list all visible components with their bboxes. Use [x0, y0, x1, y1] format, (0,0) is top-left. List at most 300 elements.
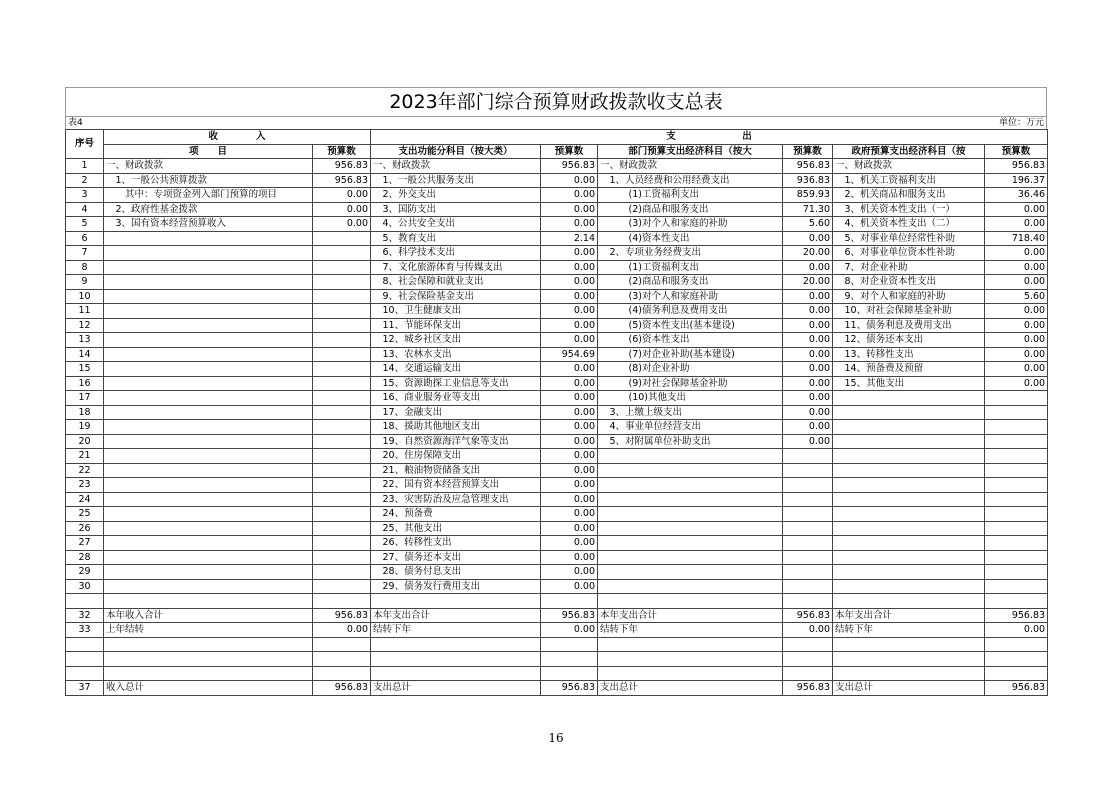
header-func-subject: 支出功能分科目（按大类）	[371, 144, 541, 159]
table-row	[66, 681, 1048, 696]
func-budget-cell: 956.83	[541, 159, 598, 174]
gov-budget-cell	[985, 579, 1048, 594]
dept-subject-cell: (4)资本性支出	[598, 231, 783, 246]
table-row	[66, 608, 1048, 623]
dept-budget-cell: 0.00	[783, 347, 833, 362]
dept-subject-cell: (8)对企业补助	[598, 362, 783, 377]
gov-budget-cell: 0.00	[985, 275, 1048, 290]
func-subject-cell: 21、粮油物资储备支出	[371, 463, 541, 478]
income-item-cell	[104, 246, 313, 261]
seq-cell: 30	[66, 579, 104, 594]
dept-budget-cell	[783, 637, 833, 652]
seq-cell: 13	[66, 333, 104, 348]
gov-budget-cell: 0.00	[985, 304, 1048, 319]
gov-budget-cell: 0.00	[985, 333, 1048, 348]
seq-cell: 20	[66, 434, 104, 449]
seq-cell: 15	[66, 362, 104, 377]
income-item-cell	[104, 565, 313, 580]
gov-subject-cell	[833, 420, 985, 435]
income-budget-cell	[313, 536, 371, 551]
header-expense: 支 出	[371, 130, 1048, 145]
dept-subject-cell	[598, 666, 783, 681]
func-subject-cell: 28、债务付息支出	[371, 565, 541, 580]
seq-cell: 27	[66, 536, 104, 551]
gov-subject-cell: 14、预备费及预留	[833, 362, 985, 377]
seq-cell: 32	[66, 608, 104, 623]
dept-subject-cell	[598, 565, 783, 580]
dept-budget-cell: 0.00	[783, 231, 833, 246]
table-row	[66, 376, 1048, 391]
seq-cell: 6	[66, 231, 104, 246]
dept-subject-cell: 1、人员经费和公用经费支出	[598, 173, 783, 188]
seq-cell: 28	[66, 550, 104, 565]
income-item-cell	[104, 434, 313, 449]
dept-budget-cell: 0.00	[783, 318, 833, 333]
seq-cell: 12	[66, 318, 104, 333]
header-budget-dept: 预算数	[783, 144, 833, 159]
gov-budget-cell: 0.00	[985, 260, 1048, 275]
income-budget-cell	[313, 666, 371, 681]
gov-subject-cell	[833, 405, 985, 420]
gov-subject-cell	[833, 550, 985, 565]
seq-cell: 17	[66, 391, 104, 406]
dept-budget-cell: 956.83	[783, 159, 833, 174]
func-budget-cell: 0.00	[541, 318, 598, 333]
income-budget-cell	[313, 289, 371, 304]
income-item-cell	[104, 304, 313, 319]
income-budget-cell	[313, 260, 371, 275]
dept-budget-cell: 0.00	[783, 405, 833, 420]
func-subject-cell: 13、农林水支出	[371, 347, 541, 362]
seq-cell: 23	[66, 478, 104, 493]
income-budget-cell	[313, 304, 371, 319]
dept-budget-cell	[783, 521, 833, 536]
dept-budget-cell: 956.83	[783, 608, 833, 623]
header-budget-gov: 预算数	[985, 144, 1048, 159]
dept-budget-cell	[783, 666, 833, 681]
dept-subject-cell: (4)债务利息及费用支出	[598, 304, 783, 319]
func-subject-cell: 本年支出合计	[371, 608, 541, 623]
seq-cell: 10	[66, 289, 104, 304]
dept-subject-cell	[598, 507, 783, 522]
gov-subject-cell: 11、债务利息及费用支出	[833, 318, 985, 333]
gov-subject-cell: 15、其他支出	[833, 376, 985, 391]
income-budget-cell	[313, 565, 371, 580]
dept-budget-cell: 0.00	[783, 623, 833, 638]
dept-subject-cell	[598, 521, 783, 536]
gov-budget-cell	[985, 594, 1048, 609]
gov-subject-cell: 本年支出合计	[833, 608, 985, 623]
func-subject-cell: 14、交通运输支出	[371, 362, 541, 377]
income-budget-cell	[313, 231, 371, 246]
dept-subject-cell: (6)资本性支出	[598, 333, 783, 348]
func-budget-cell: 0.00	[541, 333, 598, 348]
gov-budget-cell: 196.37	[985, 173, 1048, 188]
table-row	[66, 550, 1048, 565]
gov-budget-cell: 956.83	[985, 608, 1048, 623]
income-item-cell	[104, 550, 313, 565]
func-subject-cell: 16、商业服务业等支出	[371, 391, 541, 406]
dept-subject-cell: (1)工资福利支出	[598, 260, 783, 275]
func-budget-cell: 0.00	[541, 579, 598, 594]
dept-budget-cell	[783, 492, 833, 507]
func-subject-cell: 15、资源勘探工业信息等支出	[371, 376, 541, 391]
gov-subject-cell: 7、对企业补助	[833, 260, 985, 275]
income-item-cell	[104, 318, 313, 333]
gov-budget-cell	[985, 463, 1048, 478]
table-row	[66, 202, 1048, 217]
dept-subject-cell: (9)对社会保障基金补助	[598, 376, 783, 391]
func-subject-cell: 23、灾害防治及应急管理支出	[371, 492, 541, 507]
gov-subject-cell: 10、对社会保障基金补助	[833, 304, 985, 319]
gov-budget-cell	[985, 507, 1048, 522]
func-subject-cell: 7、文化旅游体育与传媒支出	[371, 260, 541, 275]
income-item-cell: 上年结转	[104, 623, 313, 638]
income-item-cell	[104, 420, 313, 435]
func-budget-cell: 0.00	[541, 478, 598, 493]
dept-budget-cell	[783, 449, 833, 464]
gov-subject-cell	[833, 536, 985, 551]
seq-cell: 8	[66, 260, 104, 275]
func-subject-cell: 2、外交支出	[371, 188, 541, 203]
table-row	[66, 362, 1048, 377]
header-budget-func: 预算数	[541, 144, 598, 159]
func-budget-cell: 954.69	[541, 347, 598, 362]
income-item-cell: 其中：专项资金列入部门预算的项目	[104, 188, 313, 203]
table-row	[66, 246, 1048, 261]
table-row	[66, 594, 1048, 609]
income-budget-cell	[313, 507, 371, 522]
dept-budget-cell: 20.00	[783, 246, 833, 261]
table-row	[66, 347, 1048, 362]
func-subject-cell: 29、债务发行费用支出	[371, 579, 541, 594]
income-budget-cell	[313, 405, 371, 420]
seq-cell: 37	[66, 681, 104, 696]
income-budget-cell	[313, 420, 371, 435]
table-row	[66, 275, 1048, 290]
gov-budget-cell: 0.00	[985, 362, 1048, 377]
income-item-cell	[104, 594, 313, 609]
func-subject-cell: 6、科学技术支出	[371, 246, 541, 261]
dept-budget-cell	[783, 594, 833, 609]
seq-cell: 24	[66, 492, 104, 507]
func-budget-cell	[541, 637, 598, 652]
dept-budget-cell	[783, 652, 833, 667]
func-subject-cell: 19、自然资源海洋气象等支出	[371, 434, 541, 449]
table-row	[66, 637, 1048, 652]
seq-cell: 2	[66, 173, 104, 188]
func-budget-cell: 0.00	[541, 376, 598, 391]
dept-budget-cell: 0.00	[783, 376, 833, 391]
income-budget-cell	[313, 449, 371, 464]
income-item-cell	[104, 405, 313, 420]
income-budget-cell: 0.00	[313, 202, 371, 217]
seq-cell: 22	[66, 463, 104, 478]
gov-subject-cell	[833, 507, 985, 522]
table-row	[66, 217, 1048, 232]
income-budget-cell	[313, 434, 371, 449]
dept-budget-cell: 20.00	[783, 275, 833, 290]
func-budget-cell: 0.00	[541, 565, 598, 580]
seq-cell: 16	[66, 376, 104, 391]
income-budget-cell	[313, 594, 371, 609]
seq-cell: 19	[66, 420, 104, 435]
gov-budget-cell: 0.00	[985, 347, 1048, 362]
func-subject-cell: 4、公共安全支出	[371, 217, 541, 232]
income-item-cell	[104, 362, 313, 377]
seq-cell: 33	[66, 623, 104, 638]
dept-subject-cell: 4、事业单位经营支出	[598, 420, 783, 435]
table-row	[66, 492, 1048, 507]
func-subject-cell: 9、社会保险基金支出	[371, 289, 541, 304]
dept-subject-cell	[598, 652, 783, 667]
income-item-cell: 3、国有资本经营预算收入	[104, 217, 313, 232]
dept-subject-cell: 一、财政拨款	[598, 159, 783, 174]
gov-budget-cell	[985, 666, 1048, 681]
sheet-meta	[65, 116, 1047, 129]
dept-budget-cell: 0.00	[783, 260, 833, 275]
func-subject-cell: 24、预备费	[371, 507, 541, 522]
dept-budget-cell: 0.00	[783, 289, 833, 304]
gov-budget-cell	[985, 565, 1048, 580]
func-budget-cell: 0.00	[541, 173, 598, 188]
gov-subject-cell: 13、转移性支出	[833, 347, 985, 362]
gov-budget-cell: 0.00	[985, 246, 1048, 261]
dept-subject-cell	[598, 637, 783, 652]
income-item-cell	[104, 231, 313, 246]
income-budget-cell	[313, 478, 371, 493]
table-row	[66, 420, 1048, 435]
gov-subject-cell: 1、机关工资福利支出	[833, 173, 985, 188]
income-item-cell	[104, 376, 313, 391]
func-budget-cell: 0.00	[541, 507, 598, 522]
gov-budget-cell	[985, 391, 1048, 406]
func-budget-cell: 0.00	[541, 449, 598, 464]
income-item-cell: 收入总计	[104, 681, 313, 696]
func-budget-cell: 2.14	[541, 231, 598, 246]
budget-sheet	[65, 87, 1047, 696]
income-budget-cell	[313, 637, 371, 652]
gov-subject-cell	[833, 594, 985, 609]
gov-subject-cell	[833, 637, 985, 652]
gov-subject-cell	[833, 579, 985, 594]
dept-budget-cell	[783, 507, 833, 522]
gov-budget-cell: 0.00	[985, 202, 1048, 217]
dept-budget-cell: 71.30	[783, 202, 833, 217]
seq-cell	[66, 652, 104, 667]
table-row	[66, 289, 1048, 304]
table-row	[66, 579, 1048, 594]
income-budget-cell	[313, 521, 371, 536]
func-budget-cell: 0.00	[541, 275, 598, 290]
dept-subject-cell: 5、对附属单位补助支出	[598, 434, 783, 449]
income-item-cell	[104, 333, 313, 348]
gov-budget-cell: 0.00	[985, 217, 1048, 232]
income-budget-cell	[313, 492, 371, 507]
income-budget-cell	[313, 376, 371, 391]
seq-cell: 7	[66, 246, 104, 261]
func-budget-cell: 0.00	[541, 202, 598, 217]
func-subject-cell: 一、财政拨款	[371, 159, 541, 174]
gov-subject-cell: 12、债务还本支出	[833, 333, 985, 348]
dept-subject-cell: 支出总计	[598, 681, 783, 696]
dept-subject-cell: (7)对企业补助(基本建设)	[598, 347, 783, 362]
func-budget-cell: 0.00	[541, 492, 598, 507]
dept-budget-cell: 0.00	[783, 333, 833, 348]
table-row	[66, 304, 1048, 319]
func-subject-cell: 17、金融支出	[371, 405, 541, 420]
seq-cell: 4	[66, 202, 104, 217]
table-row	[66, 188, 1048, 203]
gov-budget-cell	[985, 536, 1048, 551]
budget-table	[65, 129, 1048, 696]
table-body	[66, 159, 1048, 696]
dept-subject-cell	[598, 579, 783, 594]
gov-subject-cell	[833, 478, 985, 493]
income-budget-cell	[313, 275, 371, 290]
dept-subject-cell: (10)其他支出	[598, 391, 783, 406]
seq-cell	[66, 594, 104, 609]
func-budget-cell: 956.83	[541, 681, 598, 696]
income-budget-cell	[313, 652, 371, 667]
income-budget-cell	[313, 579, 371, 594]
seq-cell: 11	[66, 304, 104, 319]
table-row	[66, 405, 1048, 420]
dept-subject-cell	[598, 536, 783, 551]
gov-budget-cell: 956.83	[985, 159, 1048, 174]
seq-cell: 26	[66, 521, 104, 536]
gov-subject-cell	[833, 391, 985, 406]
dept-budget-cell	[783, 478, 833, 493]
seq-cell: 14	[66, 347, 104, 362]
gov-budget-cell	[985, 637, 1048, 652]
func-subject-cell: 27、债务还本支出	[371, 550, 541, 565]
table-row	[66, 536, 1048, 551]
func-subject-cell: 20、住房保障支出	[371, 449, 541, 464]
func-subject-cell: 25、其他支出	[371, 521, 541, 536]
table-row	[66, 623, 1048, 638]
income-item-cell	[104, 637, 313, 652]
income-item-cell: 本年收入合计	[104, 608, 313, 623]
dept-budget-cell: 0.00	[783, 434, 833, 449]
gov-budget-cell	[985, 420, 1048, 435]
header-seq: 序号	[66, 130, 104, 159]
gov-subject-cell	[833, 521, 985, 536]
table-row	[66, 159, 1048, 174]
gov-subject-cell	[833, 565, 985, 580]
func-subject-cell: 8、社会保障和就业支出	[371, 275, 541, 290]
page-number: 16	[548, 731, 564, 745]
gov-subject-cell	[833, 463, 985, 478]
gov-subject-cell: 4、机关资本性支出（二）	[833, 217, 985, 232]
seq-cell: 29	[66, 565, 104, 580]
gov-budget-cell: 36.46	[985, 188, 1048, 203]
gov-subject-cell	[833, 492, 985, 507]
seq-cell: 1	[66, 159, 104, 174]
gov-subject-cell: 6、对事业单位资本性补助	[833, 246, 985, 261]
gov-budget-cell: 0.00	[985, 376, 1048, 391]
gov-subject-cell: 9、对个人和家庭的补助	[833, 289, 985, 304]
income-item-cell	[104, 579, 313, 594]
dept-budget-cell: 0.00	[783, 304, 833, 319]
func-subject-cell	[371, 637, 541, 652]
func-subject-cell: 11、节能环保支出	[371, 318, 541, 333]
dept-subject-cell: (5)资本性支出(基本建设)	[598, 318, 783, 333]
table-row	[66, 449, 1048, 464]
income-item-cell	[104, 666, 313, 681]
table-row	[66, 173, 1048, 188]
dept-subject-cell	[598, 550, 783, 565]
income-item-cell	[104, 652, 313, 667]
dept-subject-cell: 结转下年	[598, 623, 783, 638]
func-budget-cell	[541, 666, 598, 681]
income-item-cell	[104, 449, 313, 464]
gov-subject-cell	[833, 652, 985, 667]
income-item-cell	[104, 289, 313, 304]
gov-budget-cell	[985, 434, 1048, 449]
func-budget-cell: 0.00	[541, 463, 598, 478]
func-budget-cell: 0.00	[541, 623, 598, 638]
seq-cell	[66, 637, 104, 652]
dept-subject-cell: 本年支出合计	[598, 608, 783, 623]
table-row	[66, 391, 1048, 406]
seq-cell	[66, 666, 104, 681]
income-budget-cell: 0.00	[313, 188, 371, 203]
func-budget-cell: 0.00	[541, 217, 598, 232]
table-row	[66, 260, 1048, 275]
gov-subject-cell	[833, 434, 985, 449]
sheet-title: 2023年部门综合预算财政拨款收支总表	[65, 87, 1047, 116]
func-budget-cell	[541, 652, 598, 667]
gov-budget-cell	[985, 652, 1048, 667]
income-budget-cell: 956.83	[313, 173, 371, 188]
table-row	[66, 521, 1048, 536]
gov-budget-cell: 956.83	[985, 681, 1048, 696]
gov-budget-cell: 0.00	[985, 623, 1048, 638]
gov-budget-cell	[985, 521, 1048, 536]
income-item-cell	[104, 521, 313, 536]
table-row	[66, 318, 1048, 333]
table-row	[66, 507, 1048, 522]
gov-budget-cell	[985, 405, 1048, 420]
dept-budget-cell: 5.60	[783, 217, 833, 232]
income-budget-cell	[313, 347, 371, 362]
income-budget-cell	[313, 550, 371, 565]
dept-budget-cell: 0.00	[783, 391, 833, 406]
gov-subject-cell: 一、财政拨款	[833, 159, 985, 174]
dept-subject-cell: (1)工资福利支出	[598, 188, 783, 203]
header-item: 项 目	[104, 144, 313, 159]
seq-cell: 5	[66, 217, 104, 232]
dept-subject-cell	[598, 594, 783, 609]
income-item-cell	[104, 391, 313, 406]
func-subject-cell: 12、城乡社区支出	[371, 333, 541, 348]
func-budget-cell: 0.00	[541, 434, 598, 449]
gov-subject-cell	[833, 666, 985, 681]
gov-subject-cell: 支出总计	[833, 681, 985, 696]
income-budget-cell	[313, 362, 371, 377]
func-subject-cell	[371, 652, 541, 667]
seq-cell: 9	[66, 275, 104, 290]
table-row	[66, 565, 1048, 580]
dept-budget-cell: 956.83	[783, 681, 833, 696]
table-number: 表4	[68, 118, 83, 128]
dept-budget-cell	[783, 536, 833, 551]
gov-budget-cell: 5.60	[985, 289, 1048, 304]
gov-subject-cell: 8、对企业资本性支出	[833, 275, 985, 290]
income-item-cell	[104, 478, 313, 493]
income-item-cell: 1、一般公共预算拨款	[104, 173, 313, 188]
